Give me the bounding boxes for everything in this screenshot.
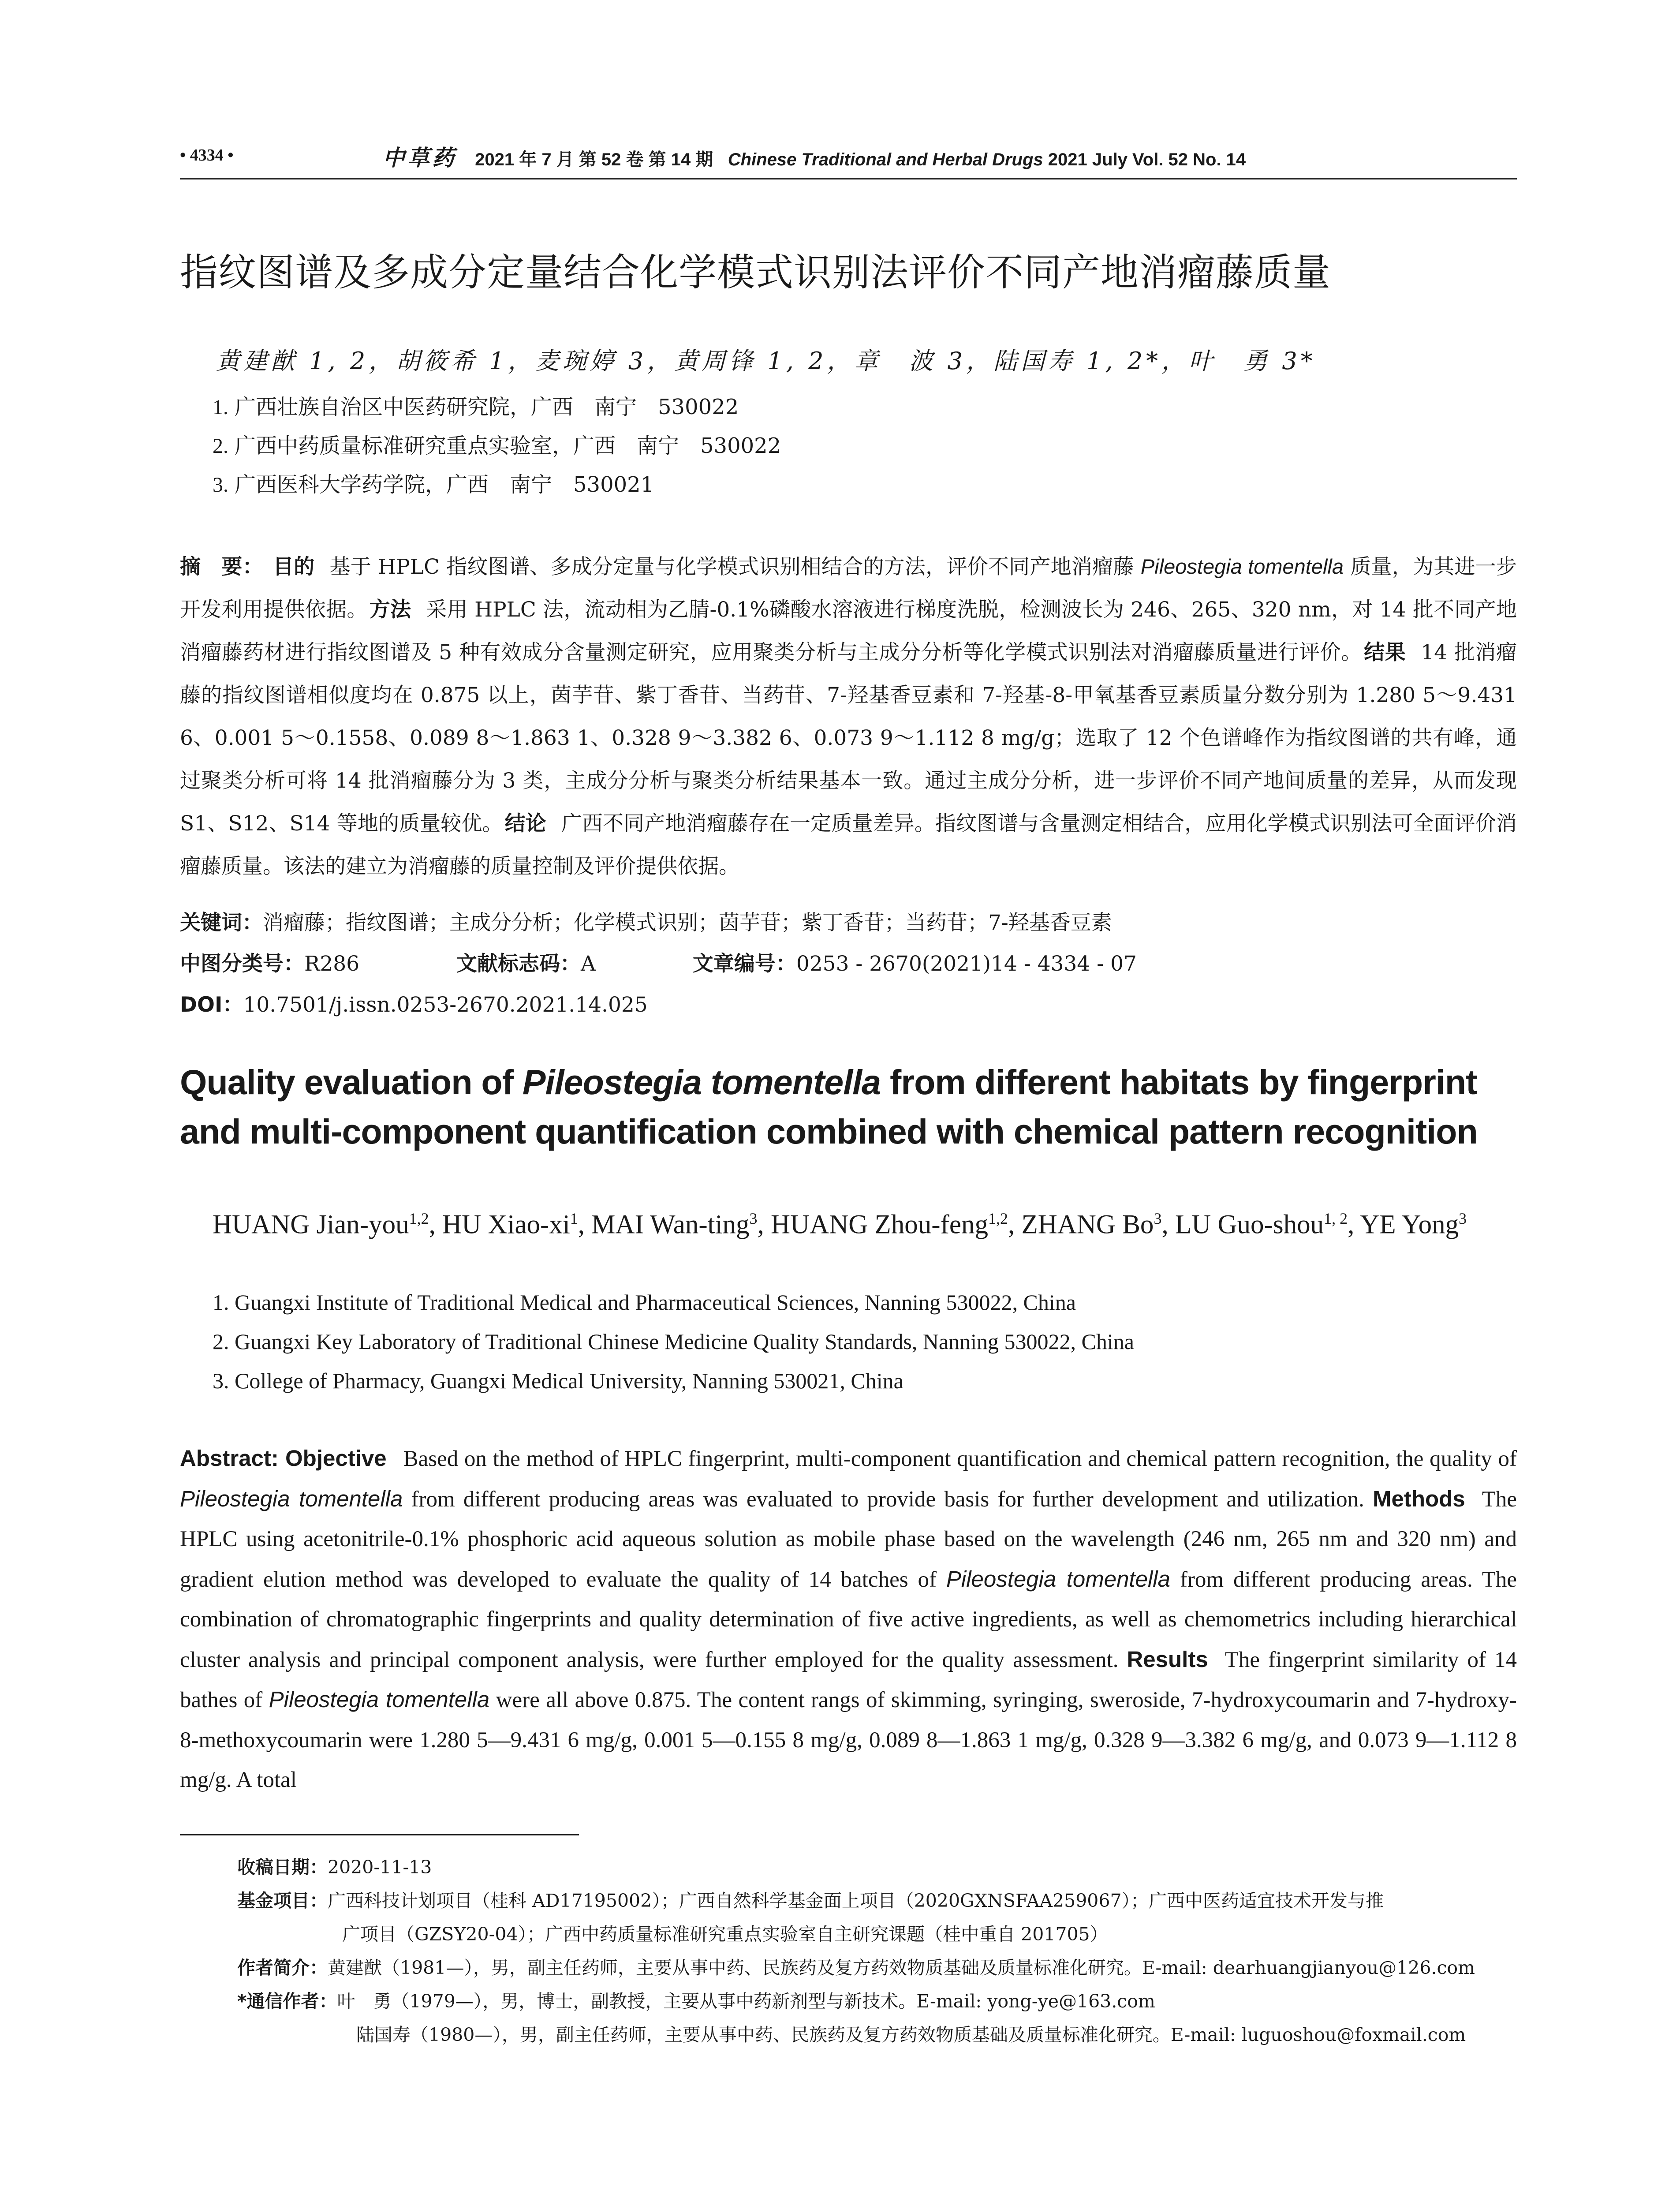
footnote-rule [180, 1834, 579, 1835]
doc-code-label: 文献标志码： [456, 952, 581, 976]
footnote-corresponding-2: 陆国寿（1980—），男，副主任药师，主要从事中药、民族药及复方药效物质基础及质量标准化研究。E-mail: luguoshou@foxmail.com [356, 2024, 1466, 2045]
conclusion-label: 结论 [504, 811, 546, 836]
author-name: MAI Wan-ting [591, 1210, 750, 1240]
corresponding-label: *通信作者： [237, 1991, 337, 2012]
abstract-text: The HPLC using acetonitrile-0.1% phosphoric acid aqueous solution as mobile phase based on the wavelength (246 nm, 265 nm and 320 nm) and gradient elution method was developed to evaluate the quality of 14 batches of [180, 1487, 1517, 1592]
abstract-objective-label: Abstract: Objective [180, 1446, 387, 1471]
affiliation-en-2: 2. Guangxi Key Laboratory of Traditional Chinese Medicine Quality Standards, Nanning 530022, China [213, 1329, 1134, 1354]
doi-value[interactable]: 10.7501/j.issn.0253-2670.2021.14.025 [243, 993, 648, 1017]
authors-en: HUANG Jian-you$^{1,2}$, HU Xiao-$xi^1$, MAI Wan-ting$^3$, HUANG Zhou-feng$^{1,2}$, ZHANG Bo$^3$, LU Guo-shou$^{1, 2}$, YE Yong$^3$ [213, 1210, 1467, 1240]
affiliation-text: 广西壮族自治区中医药研究院，广西 南宁 530022 [235, 395, 739, 419]
abstract-en [180, 1439, 1517, 1800]
abstract-text: from different producing areas was evaluated to provide basis for further development and utilization. [403, 1487, 1373, 1512]
abstract-text: The fingerprint similarity of 14 bathes of [180, 1647, 1517, 1712]
author-name: HU Xiao-xi [442, 1210, 570, 1240]
species-name: Pileostegia tomentella [180, 1486, 403, 1511]
keywords-text: 消瘤藤；指纹图谱；主成分分析；化学模式识别；茵芋苷；紫丁香苷；当药苷；7-羟基香豆素 [263, 911, 1112, 935]
footnote-received [237, 1850, 432, 1884]
abstract-label: 摘 要： [180, 555, 264, 579]
methods-text: 采用 HPLC 法，流动相为乙腈-0.1%磷酸水溶液进行梯度洗脱，检测波长为 246、265、320 nm，对 14 批不同产地消瘤藤药材进行指纹图谱及 5 种有效成分含量测定研究，应用聚类分析与主成分分析等化学模式识别法对消瘤藤质量进行评价。 [180, 598, 1517, 665]
affiliation-number: 2. [213, 434, 228, 458]
results-label: 结果 [1364, 640, 1406, 665]
article-no-value: 0253 - 2670(2021)14 - 4334 - 07 [796, 952, 1137, 976]
conclusion-text: 广西不同产地消瘤藤存在一定质量差异。指纹图谱与含量测定相结合，应用化学模式识别法可全面评价消瘤藤质量。该法的建立为消瘤藤的质量控制及评价提供依据。 [180, 811, 1517, 878]
affiliation-cn-1 [213, 390, 739, 420]
author-sup: 1,2 [988, 1210, 1008, 1227]
results-label: Results [1127, 1646, 1208, 1672]
species-name: Pileostegia tomentella [1140, 555, 1344, 578]
author-name: YE Yong [1360, 1210, 1459, 1240]
author-name: LU Guo-shou [1175, 1210, 1324, 1240]
abstract-text: from different producing areas. The combination of chromatographic fingerprints and quality determination of five active ingredients, as well as chemometrics including hierarchical cluster analysis and principal component analysis, were further employed for the quality assessment. [180, 1567, 1517, 1672]
objective-text-2: 质量，为其进一步开发利用提供依据。 [180, 555, 1517, 622]
author-name: ZHANG Bo [1021, 1210, 1154, 1240]
received-label: 收稿日期： [237, 1857, 328, 1878]
author-sup: 3 [749, 1210, 758, 1227]
affiliation-cn-2 [213, 429, 781, 459]
affiliation-en-3: 3. College of Pharmacy, Guangxi Medical University, Nanning 530021, China [213, 1368, 903, 1393]
title-en-species: Pileostegia tomentella [522, 1062, 881, 1102]
author-sup: 3 [1154, 1210, 1162, 1227]
title-en [180, 1058, 1529, 1156]
header-rule [180, 178, 1517, 179]
author-sup: 1,2 [409, 1210, 429, 1227]
doi-label: DOI： [180, 993, 243, 1017]
clc-label: 中图分类号： [180, 952, 304, 976]
affiliation-number: 3. [213, 473, 228, 497]
author-sup: 1, 2 [1324, 1210, 1348, 1227]
author-name: HUANG Jian-you [213, 1210, 409, 1240]
affiliation-number: 1. [213, 396, 228, 419]
author-name: HUANG Zhou-feng [771, 1210, 989, 1240]
keywords-label: 关键词： [180, 911, 263, 935]
species-name: Pileostegia tomentella [269, 1687, 490, 1712]
page-number: • 4334 • [180, 146, 234, 164]
journal-name-cn: 中草药 [383, 145, 457, 171]
abstract-cn [180, 545, 1517, 888]
abstract-text: were all above 0.875. The content rangs of skimming, syringing, sweroside, 7-hydroxycoumarin and 7-hydroxy-8-methoxycoumarin were 1.280 5—9.431 6 mg/g, 0.001 5—0.155 8 mg/g, 0.089 8—1.863 1 mg/g, 0.328 9—3.382 6 mg/g, and 0.073 9—1.112 8 mg/g. A total [180, 1688, 1517, 1792]
doi-line [180, 988, 648, 1018]
fund-text: 广西科技计划项目（桂科 AD17195002）；广西自然科学基金面上项目（2020GXNSFAA259067）；广西中医药适宜技术开发与推 [328, 1890, 1384, 1911]
fund-label: 基金项目： [237, 1890, 328, 1911]
affiliation-en-1: 1. Guangxi Institute of Traditional Medical and Pharmaceutical Sciences, Nanning 530022, China [213, 1290, 1076, 1315]
footnote-author [237, 1951, 1475, 1984]
issue-en: 2021 July Vol. 52 No. 14 [1048, 150, 1246, 169]
journal-name-en: Chinese Traditional and Herbal Drugs [728, 150, 1043, 169]
author-bio-label: 作者简介： [237, 1957, 328, 1978]
methods-label: 方法 [369, 598, 411, 622]
objective-label: 目的 [273, 555, 315, 579]
keywords [180, 906, 1112, 936]
affiliation-cn-3 [213, 467, 654, 498]
author-bio-text: 黄建猷（1981—），男，副主任药师，主要从事中药、民族药及复方药效物质基础及质量标准化研究。E-mail: dearhuangjianyou@126.com [328, 1957, 1475, 1978]
corresponding-text: 叶 勇（1979—），男，博士，副教授，主要从事中药新剂型与新技术。E-mail: yong-ye@163.com [337, 1991, 1155, 2012]
doc-code-value: A [581, 952, 596, 976]
received-date: 2020-11-13 [328, 1857, 432, 1878]
title-en-part2: from different habitats by fingerprint and multi-component quantification combined with chemical pattern recognition [180, 1062, 1478, 1151]
author-sup: 3 [1459, 1210, 1467, 1227]
author-sup: 1 [570, 1210, 578, 1227]
classification-line [180, 947, 1137, 977]
running-header [383, 140, 1246, 172]
title-en-part1: Quality evaluation of [180, 1062, 523, 1102]
footnote-fund [237, 1884, 1384, 1917]
objective-text: 基于 HPLC 指纹图谱、多成分定量与化学模式识别相结合的方法，评价不同产地消瘤藤 [329, 555, 1141, 579]
affiliation-text: 广西中药质量标准研究重点实验室，广西 南宁 530022 [235, 434, 781, 458]
affiliation-text: 广西医科大学药学院，广西 南宁 530021 [235, 472, 654, 497]
methods-label: Methods [1373, 1486, 1465, 1511]
authors-cn: 黄建猷 1, 2，胡筱希 1，麦琬婷 3，黄周锋 1, 2，章 波 3，陆国寿 1, 2*，叶 勇 3* [216, 347, 1316, 375]
title-cn: 指纹图谱及多成分定量结合化学模式识别法评价不同产地消瘤藤质量 [180, 250, 1331, 295]
issue-cn: 2021 年 7 月 第 52 卷 第 14 期 [475, 150, 713, 169]
abstract-text: Based on the method of HPLC fingerprint, multi-component quantification and chemical pattern recognition, the quality of [403, 1446, 1517, 1471]
article-no-label: 文章编号： [692, 952, 796, 976]
results-text: 14 批消瘤藤的指纹图谱相似度均在 0.875 以上，茵芋苷、紫丁香苷、当药苷、7-羟基香豆素和 7-羟基-8-甲氧基香豆素质量分数分别为 1.280 5～9.431 6、0.001 5～0.1558、0.089 8～1.863 1、0.328 9～3.382 6、0.073 9～1.112 8 mg/g；选取了 12 个色谱峰作为指纹图谱的共有峰，通过聚类分析可将 14 批消瘤藤分为 3 类，主成分分析与聚类分析结果基本一致。通过主成分分析，进一步评价不同产地间质量的差异，从而发现 S1、S12、S14 等地的质量较优。 [180, 640, 1517, 836]
clc-value: R286 [304, 952, 360, 976]
footnote-fund-cont: 广项目（GZSY20-04）；广西中药质量标准研究重点实验室自主研究课题（桂中重自 201705） [342, 1924, 1108, 1945]
species-name: Pileostegia tomentella [946, 1566, 1170, 1592]
footnote-corresponding [237, 1984, 1155, 2018]
